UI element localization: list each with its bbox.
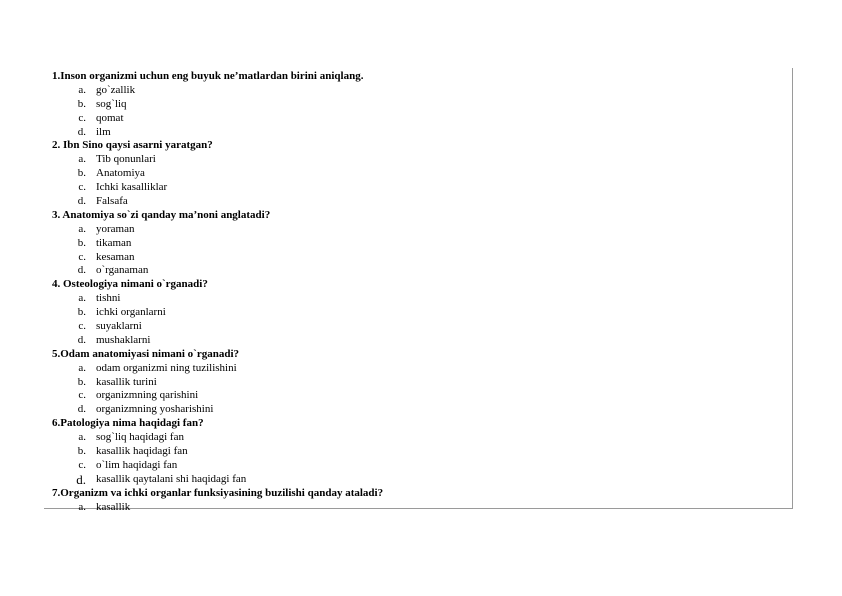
option-text: ichki organlarni [96, 306, 166, 319]
option-letter: b. [77, 445, 86, 458]
option-letter: c. [78, 111, 86, 124]
option-5b [52, 376, 782, 390]
option-1d [52, 126, 782, 140]
option-letter: c. [78, 320, 86, 333]
option-letter: b. [77, 306, 86, 319]
option-6b [52, 445, 782, 459]
option-text: tikaman [96, 236, 132, 249]
option-1c [52, 112, 782, 126]
question-1: 1.Inson organizmi uchun eng buyuk ne’matlardan birini aniqlang. [52, 70, 364, 82]
option-text: o`lim haqidagi fan [96, 458, 178, 471]
option-text: kasallik haqidagi fan [96, 445, 188, 458]
option-letter: c. [78, 458, 86, 471]
question-2: 2. Ibn Sino qaysi asarni yaratgan? [52, 139, 213, 152]
option-text: kasallik qaytalani shi haqidagi fan [96, 472, 247, 485]
option-3d [52, 264, 782, 278]
option-text: o`rganaman [96, 264, 149, 277]
option-text: kasallik [96, 500, 131, 513]
option-text: odam organizmi ning tuzilishini [96, 361, 237, 374]
question-7: 7.Organizm va ichki organlar funksiyasining buzilishi qanday ataladi? [52, 486, 384, 499]
option-3c [52, 251, 782, 265]
option-1b [52, 98, 782, 112]
option-letter: a. [78, 222, 86, 235]
option-text: organizmning qarishini [96, 389, 199, 402]
option-letter: a. [78, 83, 86, 96]
option-letter: d. [76, 471, 86, 487]
question-5: 5.Odam anatomiyasi nimani o`rganadi? [52, 347, 240, 360]
question-4: 4. Osteologiya nimani o`rganadi? [52, 278, 208, 291]
option-4c [52, 320, 782, 334]
option-letter: d. [77, 403, 86, 416]
option-letter: d. [77, 125, 86, 138]
option-letter: a. [78, 431, 86, 444]
option-text: tishni [96, 292, 121, 305]
option-letter: c. [78, 250, 86, 263]
option-text: kesaman [96, 250, 135, 263]
option-2b [52, 167, 782, 181]
option-text: sog`liq [96, 97, 127, 110]
option-letter: a. [78, 292, 86, 305]
option-4a [52, 292, 782, 306]
option-letter: a. [78, 500, 86, 513]
option-2a [52, 153, 782, 167]
option-6d [52, 473, 782, 487]
option-3b [52, 237, 782, 251]
option-6c [52, 459, 782, 473]
option-letter: b. [77, 97, 86, 110]
option-letter: d. [77, 333, 86, 346]
option-text: mushaklarni [96, 333, 151, 346]
option-6a [52, 431, 782, 445]
option-text: organizmning yosharishini [96, 403, 214, 416]
option-1a [52, 84, 782, 98]
option-2d [52, 195, 782, 209]
option-letter: a. [78, 153, 86, 166]
option-7a [52, 501, 782, 513]
option-text: Tib qonunlari [96, 153, 156, 166]
option-3a [52, 223, 782, 237]
option-text: ilm [96, 125, 111, 138]
document-body [52, 70, 782, 513]
option-letter: a. [78, 361, 86, 374]
option-letter: c. [78, 181, 86, 194]
question-3: 3. Anatomiya so`zi qanday ma’noni anglatadi? [52, 208, 271, 221]
option-5a [52, 362, 782, 376]
option-letter: b. [77, 375, 86, 388]
option-text: Ichki kasalliklar [96, 181, 168, 194]
option-4b [52, 306, 782, 320]
option-text: yoraman [96, 222, 135, 235]
option-4d [52, 334, 782, 348]
option-text: Anatomiya [96, 167, 145, 180]
option-text: Falsafa [96, 195, 128, 208]
option-text: kasallik turini [96, 375, 157, 388]
question-6: 6.Patologiya nima haqidagi fan? [52, 417, 204, 430]
option-text: suyaklarni [96, 320, 142, 333]
option-5c [52, 389, 782, 403]
option-letter: b. [77, 167, 86, 180]
option-letter: d. [77, 195, 86, 208]
option-2c [52, 181, 782, 195]
option-5d [52, 403, 782, 417]
option-text: sog`liq haqidagi fan [96, 431, 184, 444]
option-text: qomat [96, 111, 124, 124]
option-letter: c. [78, 389, 86, 402]
option-text: go`zallik [96, 83, 136, 96]
option-letter: d. [77, 264, 86, 277]
option-letter: b. [77, 236, 86, 249]
